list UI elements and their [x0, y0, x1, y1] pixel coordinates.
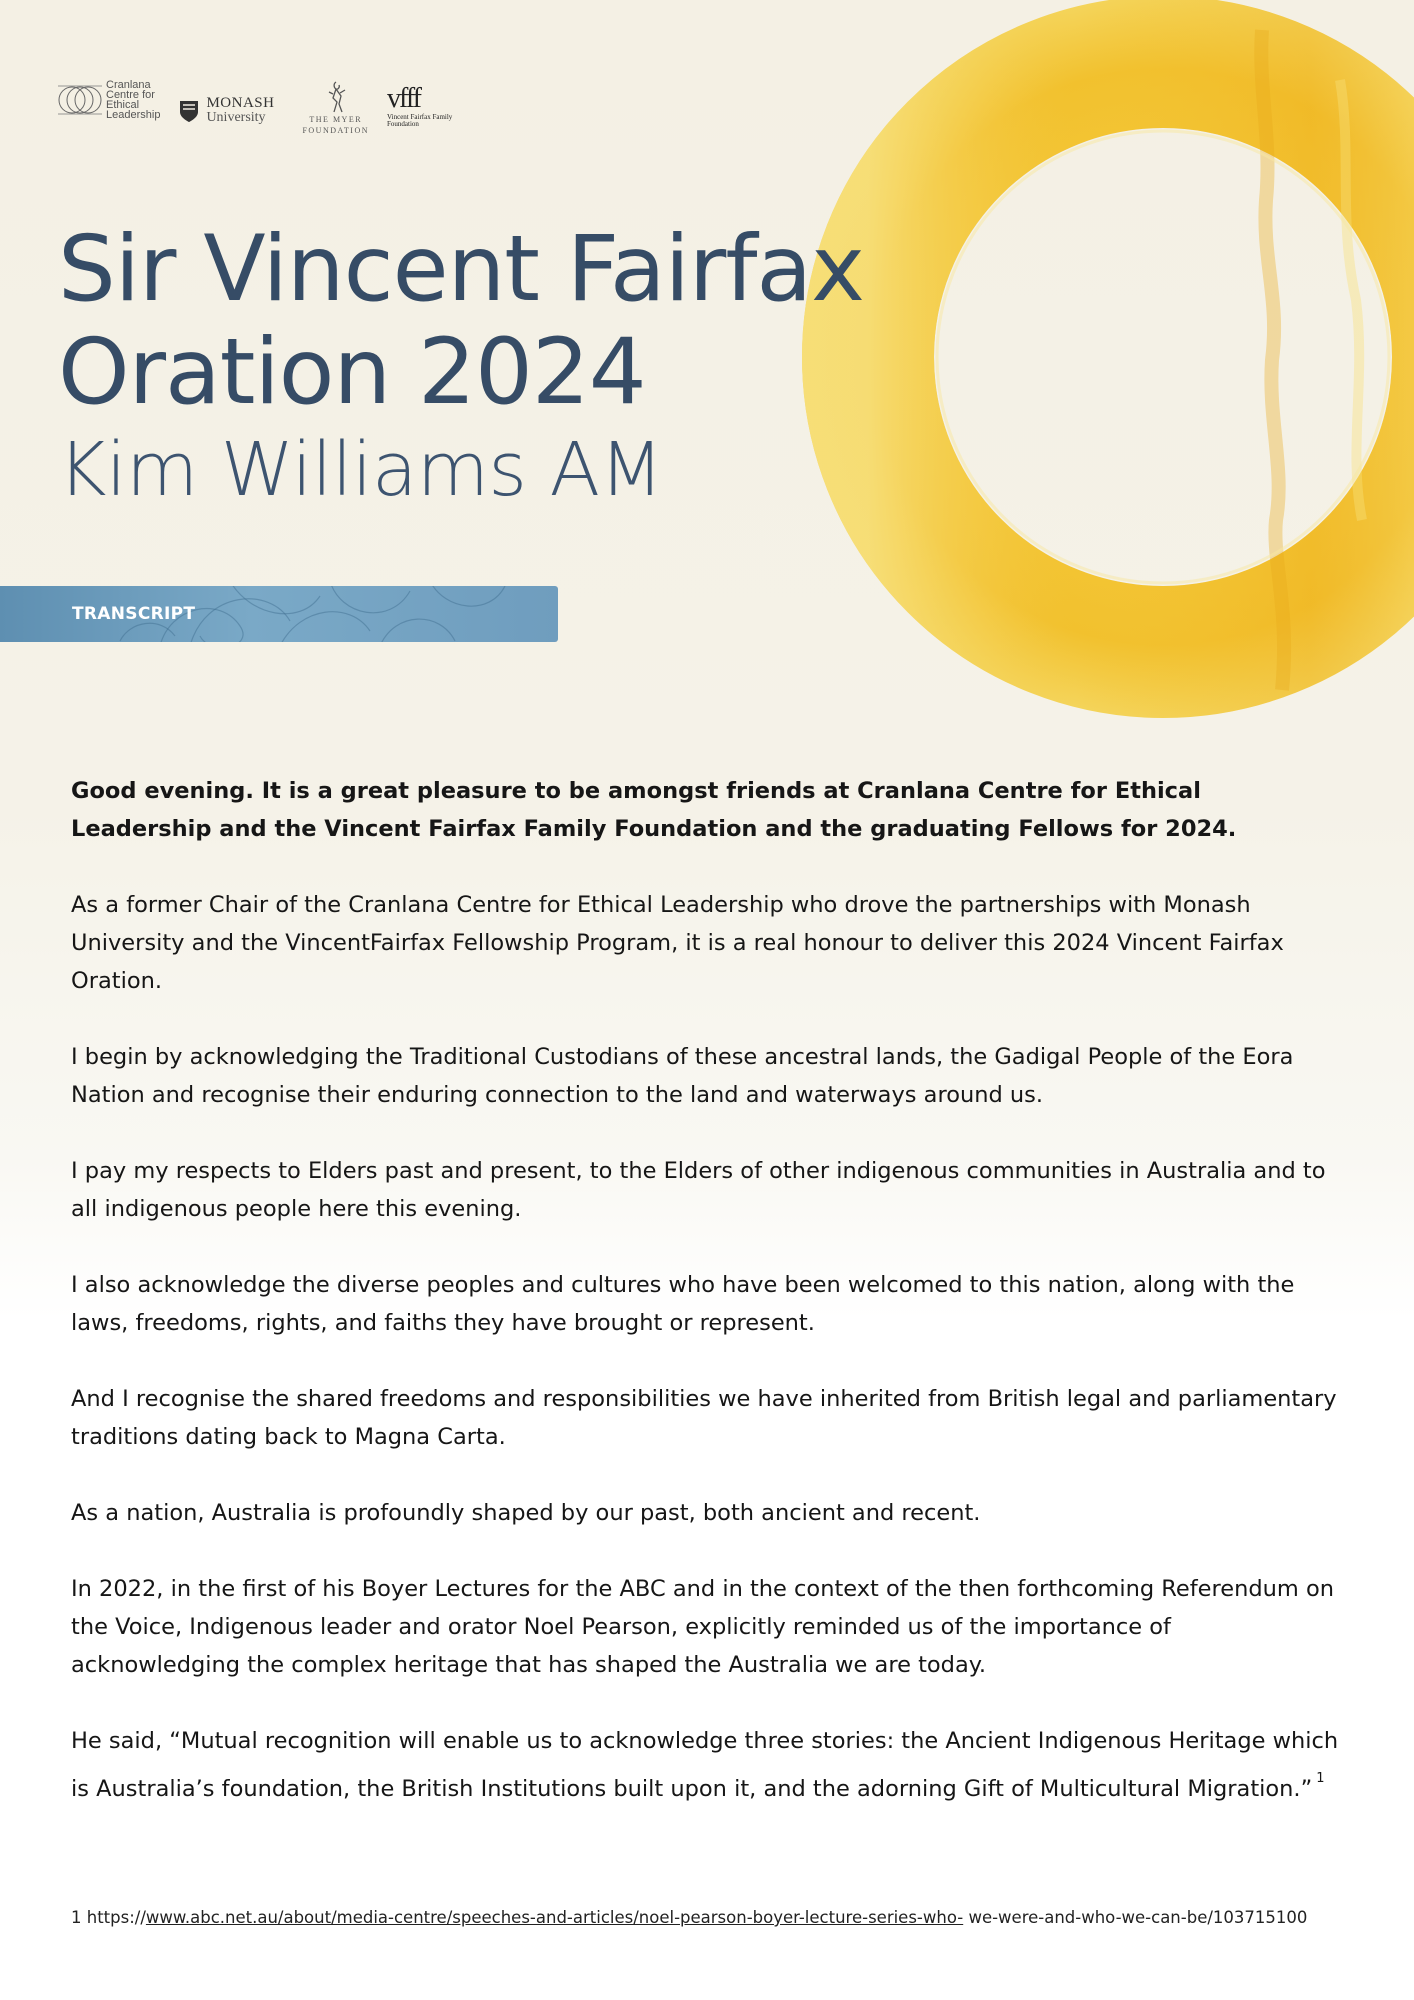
footnote [71, 1905, 1346, 1930]
myer-logo-text [302, 114, 369, 136]
vfff-mark: vfff [387, 83, 420, 114]
cranlana-line: Cranlana [106, 79, 151, 91]
vfff-line: Foundation [387, 120, 419, 128]
paragraph: As a former Chair of the Cranlana Centre for Ethical Leadership who drove the partnerships with Monash University and the VincentFairfax Fellowship Program, it is a real honour to deliver this 2024 Vincent Fairfax Oration. [71, 892, 1284, 994]
myer-foundation-logo [302, 80, 369, 136]
paragraph-text: He said, “Mutual recognition will enable us to acknowledge three stories: the Ancient Indigenous Heritage which is Australia’s foundation, the British Institutions built upon it, and the adorning Gift of Multicultural Migration.” [71, 1728, 1339, 1802]
monash-university: University [206, 110, 266, 125]
page-title [58, 218, 864, 516]
myer-figure-icon [323, 80, 349, 114]
footnote-link[interactable]: www.abc.net.au/about/media-centre/speeches-and-articles/noel-pearson-boyer-lecture-series-who- [145, 1908, 964, 1927]
myer-line: FOUNDATION [302, 126, 370, 135]
monash-name: MONASH [206, 95, 275, 111]
transcript-label: TRANSCRIPT [72, 604, 196, 624]
title-line-1: Sir Vincent Fairfax [58, 217, 864, 322]
footnote-reference[interactable]: 1 [1316, 1771, 1325, 1786]
paragraph: I pay my respects to Elders past and present, to the Elders of other indigenous communities in Australia and to all indigenous people here this evening. [71, 1158, 1326, 1222]
cranlana-logo-text [106, 80, 160, 120]
cranlana-line: Leadership [106, 109, 161, 121]
cranlana-logo [58, 80, 160, 120]
paragraph: In 2022, in the first of his Boyer Lectures for the ABC and in the context of the then forthcoming Referendum on the Voice, Indigenous leader and orator Noel Pearson, explicitly reminded us of the importance of acknowledging the complex heritage that has shaped the Australia we are today. [71, 1576, 1335, 1678]
cranlana-emblem-icon [58, 80, 102, 120]
paragraph: And I recognise the shared freedoms and responsibilities we have inherited from British legal and parliamentary traditions dating back to Magna Carta. [71, 1386, 1337, 1450]
paragraph: As a nation, Australia is profoundly shaped by our past, both ancient and recent. [71, 1500, 981, 1526]
title-line-2: Oration 2024 [58, 320, 646, 425]
vfff-logo-text [387, 114, 452, 128]
vfff-logo [387, 84, 452, 128]
paragraph-with-footnote [71, 1722, 1346, 1808]
footnote-prefix: https:// [86, 1908, 146, 1927]
monash-shield-icon [178, 99, 200, 123]
monash-logo-text [206, 96, 274, 125]
transcript-body [71, 772, 1346, 1846]
myer-line: THE MYER [309, 115, 363, 124]
cranlana-line: Centre for [106, 89, 155, 101]
cranlana-line: Ethical [106, 99, 140, 111]
transcript-banner [0, 586, 558, 642]
paragraph: Good evening. It is a great pleasure to be amongst friends at Cranlana Centre for Ethical Leadership and the Vincent Fairfax Family Foundation and the graduating Fellows for 2024. [71, 778, 1237, 842]
paragraph: I begin by acknowledging the Traditional Custodians of these ancestral lands, the Gadigal People of the Eora Nation and recognise their enduring connection to the land and waterways around us. [71, 1044, 1294, 1108]
vfff-line: Vincent Fairfax Family [387, 113, 453, 121]
partner-logos [58, 80, 452, 140]
monash-logo [178, 96, 274, 125]
paragraph: I also acknowledge the diverse peoples and cultures who have been welcomed to this nation, along with the laws, freedoms, rights, and faiths they have brought or represent. [71, 1272, 1295, 1336]
speaker-name: Kim Williams AM [58, 427, 663, 513]
footnote-suffix: we-were-and-who-we-can-be/103715100 [963, 1908, 1308, 1927]
footnote-number: 1 [71, 1908, 82, 1927]
